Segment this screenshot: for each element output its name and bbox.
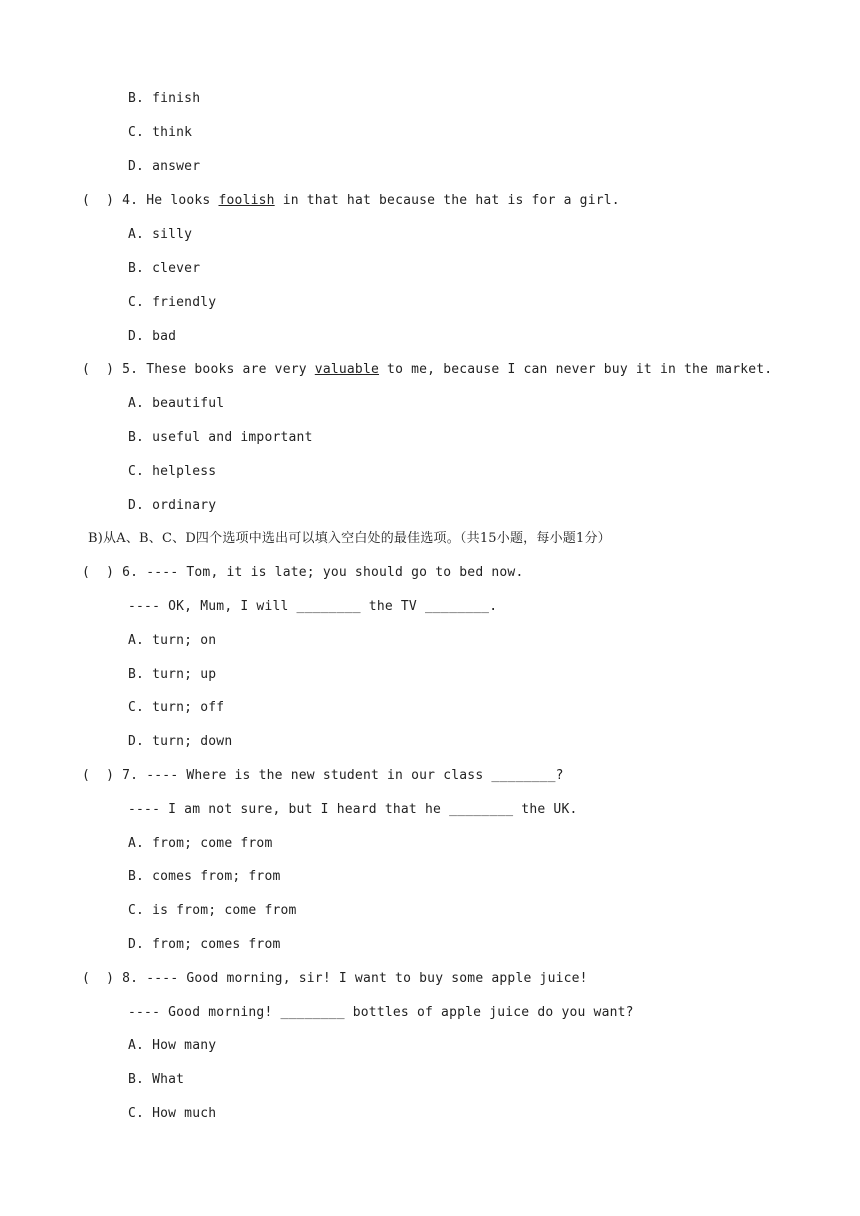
q7-option-a: A. from; come from — [128, 836, 273, 851]
q5-option-a: A. beautiful — [128, 396, 225, 411]
q8-stem — [82, 970, 588, 988]
q4-underlined-word: foolish — [218, 193, 275, 208]
q8-option-a: A. How many — [128, 1038, 217, 1053]
q7-line-2: ---- I am not sure, but I heard that he ________ the UK. — [128, 802, 578, 817]
answer-paren: ( ) — [82, 362, 115, 377]
q4-option-b: B. clever — [128, 261, 201, 276]
answer-paren: ( ) — [82, 565, 115, 580]
q8-line-2: ---- Good morning! ________ bottles of apple juice do you want? — [128, 1005, 634, 1020]
q5-option-d: D. ordinary — [128, 498, 217, 513]
q3-option-c: C. think — [128, 125, 193, 140]
q5-text-after: to me, because I can never buy it in the market. — [379, 362, 773, 377]
answer-paren: ( ) — [82, 971, 115, 986]
q3-option-d: D. answer — [128, 159, 201, 174]
q8-option-b: B. What — [128, 1072, 185, 1087]
q4-option-d: D. bad — [128, 329, 177, 344]
q6-option-c: C. turn; off — [128, 700, 225, 715]
q5-stem — [82, 361, 772, 379]
q4-option-a: A. silly — [128, 227, 193, 242]
q5-option-c: C. helpless — [128, 464, 217, 479]
q5-text-before: These books are very — [146, 362, 315, 377]
q6-option-d: D. turn; down — [128, 734, 233, 749]
question-number: 6. — [122, 565, 139, 580]
q7-option-d: D. from; comes from — [128, 937, 281, 952]
question-number: 7. — [122, 768, 139, 783]
question-number: 5. — [122, 362, 139, 377]
answer-paren: ( ) — [82, 193, 115, 208]
q6-stem — [82, 564, 524, 582]
q7-option-b: B. comes from; from — [128, 869, 281, 884]
q8-line-1: ---- Good morning, sir! I want to buy some apple juice! — [146, 971, 588, 986]
q3-option-b: B. finish — [128, 91, 201, 106]
q4-option-c: C. friendly — [128, 295, 217, 310]
q7-stem — [82, 767, 564, 785]
q4-text-before: He looks — [146, 193, 219, 208]
q4-text-after: in that hat because the hat is for a girl. — [274, 193, 620, 208]
q8-option-c: C. How much — [128, 1106, 217, 1121]
q6-line-1: ---- Tom, it is late; you should go to bed now. — [146, 565, 524, 580]
q6-option-b: B. turn; up — [128, 667, 217, 682]
q6-option-a: A. turn; on — [128, 633, 217, 648]
q7-line-1: ---- Where is the new student in our class ________? — [146, 768, 564, 783]
question-number: 8. — [122, 971, 139, 986]
q5-underlined-word: valuable — [314, 362, 380, 377]
section-b-heading: B)从A、B、C、D四个选项中选出可以填入空白处的最佳选项。（共15小题，每小题1分） — [88, 531, 611, 546]
q5-option-b: B. useful and important — [128, 430, 313, 445]
question-number: 4. — [122, 193, 139, 208]
q4-stem — [82, 192, 620, 210]
answer-paren: ( ) — [82, 768, 115, 783]
q6-line-2: ---- OK, Mum, I will ________ the TV ________. — [128, 599, 498, 614]
q7-option-c: C. is from; come from — [128, 903, 297, 918]
